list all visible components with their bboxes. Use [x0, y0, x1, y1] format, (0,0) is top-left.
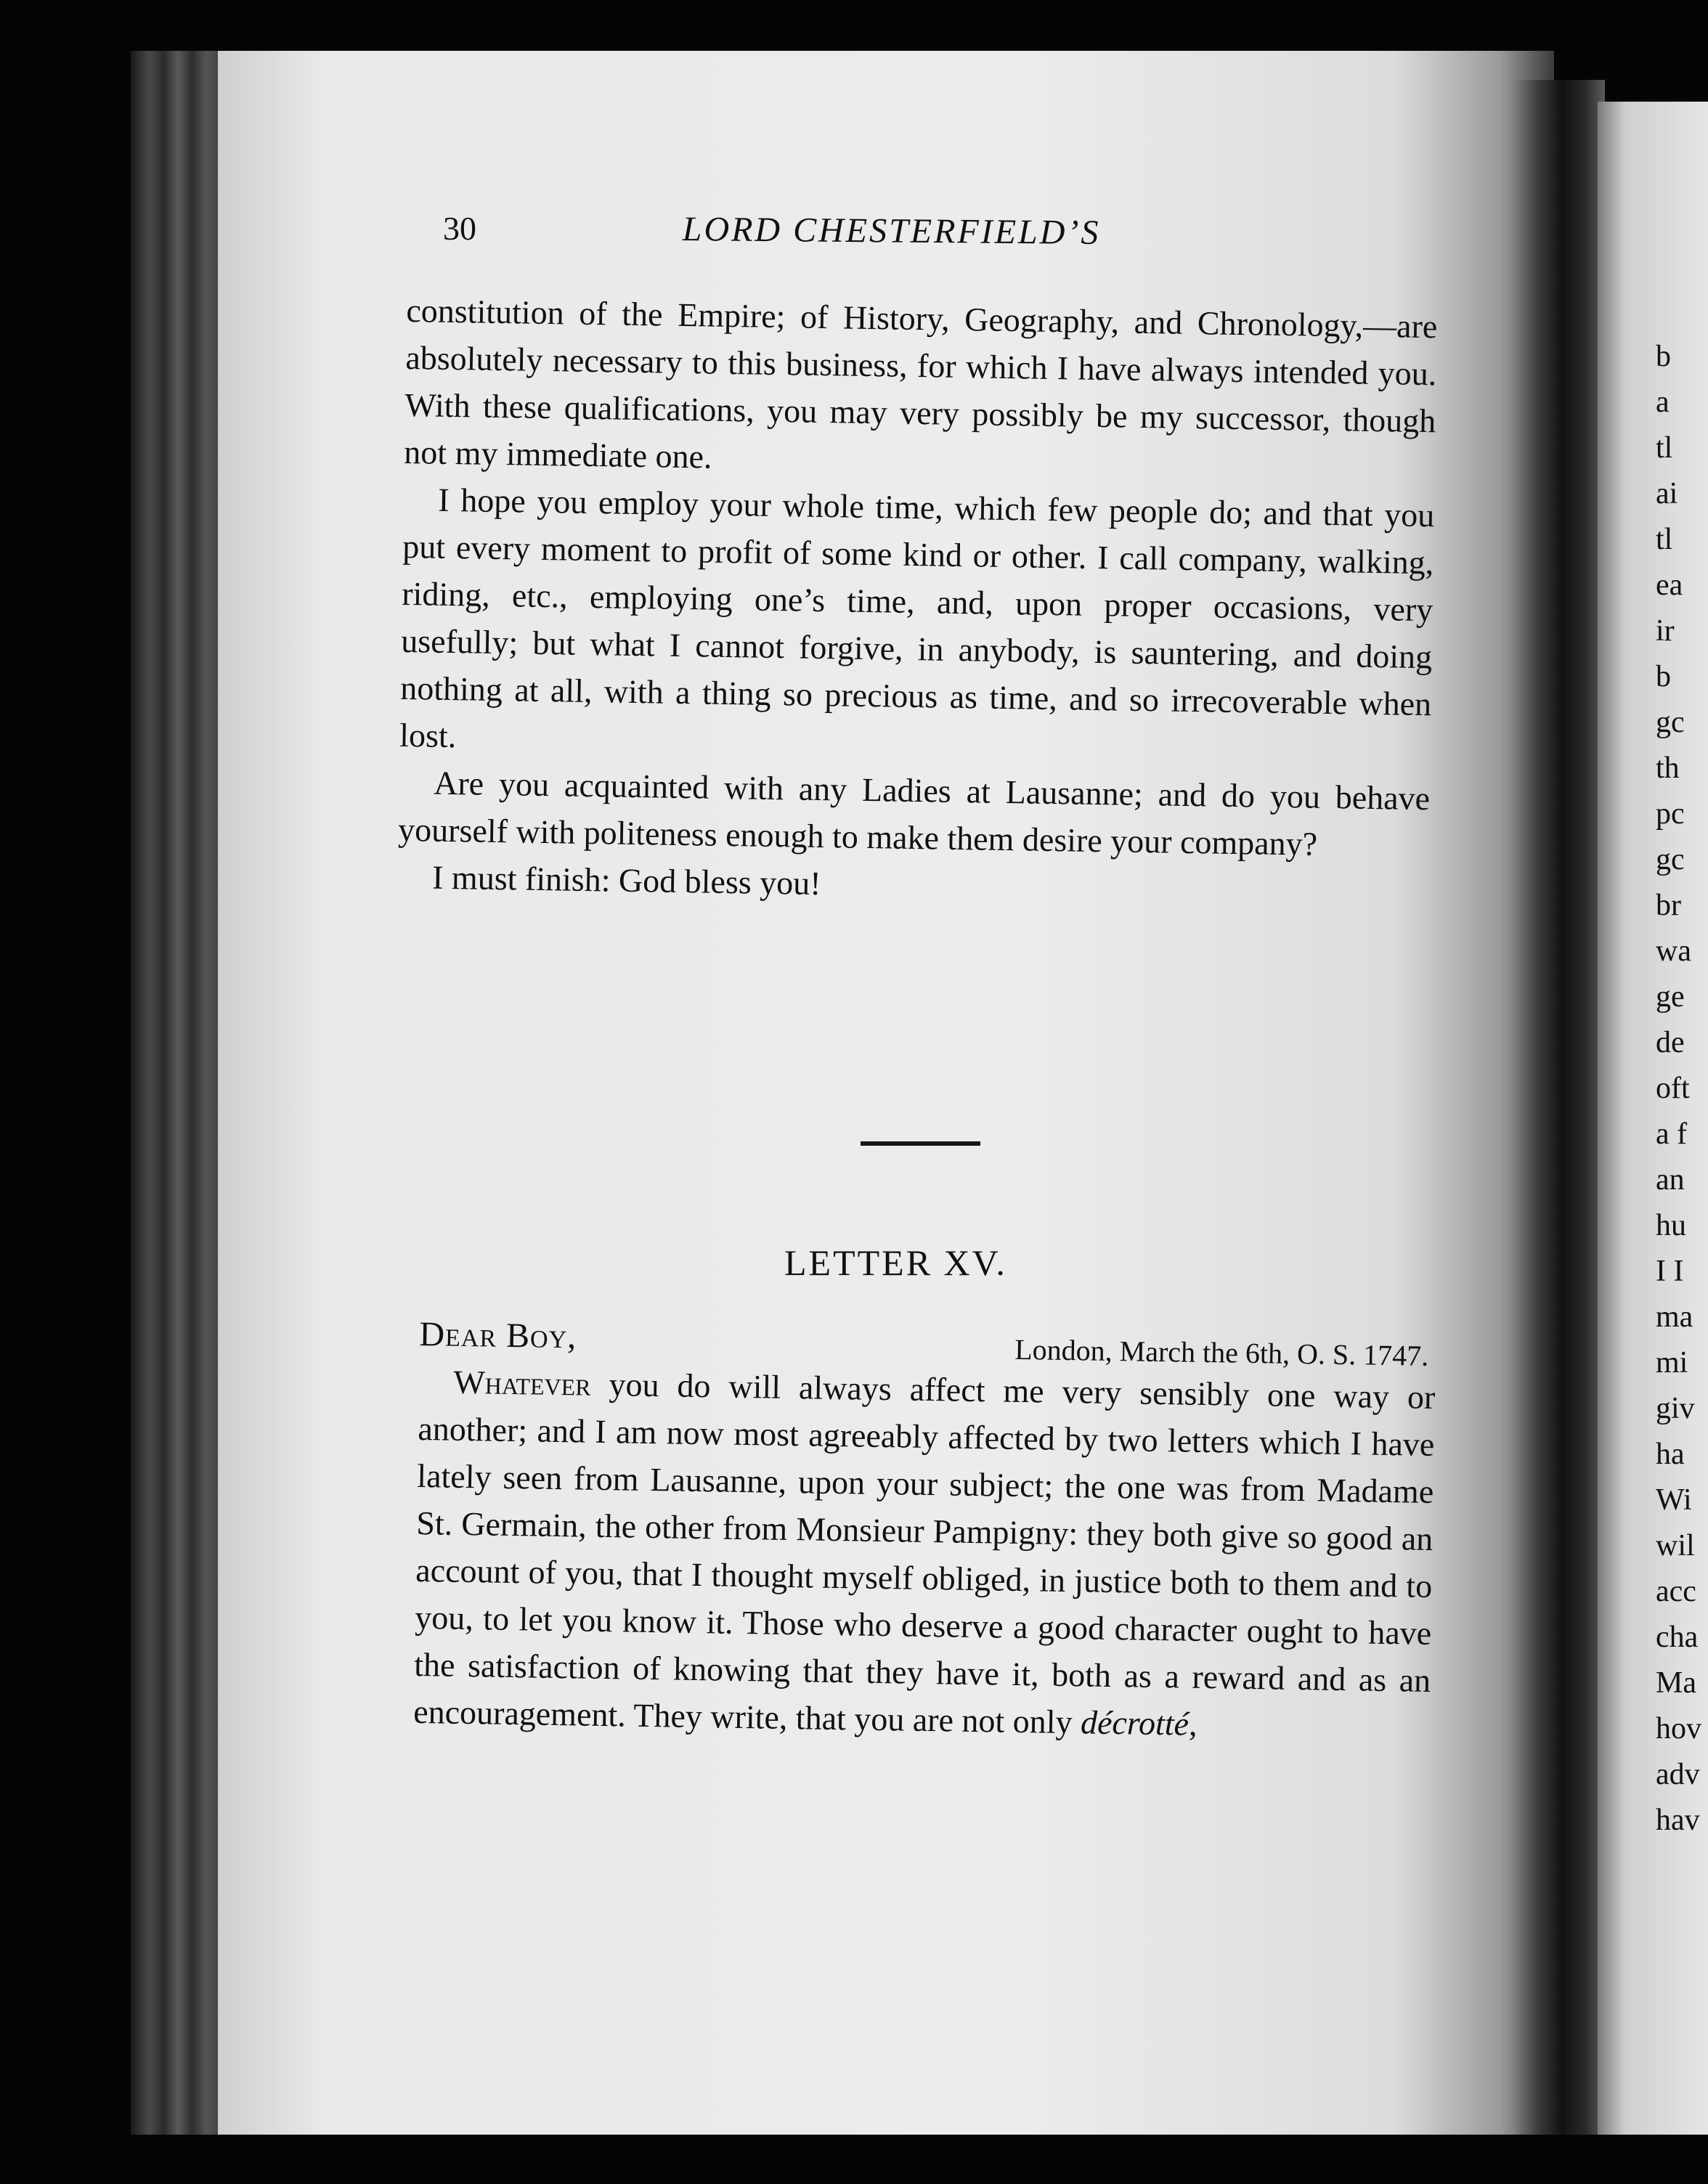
- page-number: 30: [443, 210, 476, 247]
- right-page-fragment: adv: [1656, 1758, 1700, 1791]
- right-page-fragment: ma: [1656, 1300, 1693, 1334]
- right-page-fragment: ai: [1656, 477, 1678, 510]
- dateline: London, March the 6th, O. S. 1747.: [1014, 1332, 1429, 1372]
- paragraph: I hope you employ your whole time, which few people do; and that you put every moment to profit of some kind or other. I call company, walking, riding, etc., employing one’s time, and, upon proper occasions, very usefully; but what I cannot forgive, in anybody, is sauntering, and doing nothing at all, with a thing so precious as time, and so irrecoverable when lost.: [399, 481, 1435, 755]
- right-page-fragment: an: [1656, 1163, 1685, 1197]
- paragraph: I must finish: God bless you!: [431, 858, 821, 902]
- right-page-fragment: wil: [1656, 1529, 1695, 1562]
- right-page-fragment: wa: [1656, 934, 1691, 968]
- paragraph: Are you acquainted with any Ladies at Lausanne; and do you behave yourself with politeness enough to make them desire your company?: [397, 764, 1431, 863]
- right-page-fragment: b: [1656, 340, 1671, 373]
- right-page-fragment: ge: [1656, 980, 1685, 1014]
- right-page-fragment: hav: [1656, 1804, 1700, 1837]
- letter-text: [413, 1311, 1436, 1751]
- right-page-fragment: hu: [1656, 1209, 1686, 1242]
- body-text-end: ,: [1188, 1705, 1197, 1743]
- right-page-fragment: ir: [1656, 614, 1675, 648]
- letter-body: [413, 1358, 1436, 1751]
- right-page-fragment: giv: [1656, 1392, 1695, 1425]
- letter-heading: LETTER XV.: [784, 1242, 1007, 1283]
- right-page-fragment: br: [1656, 889, 1681, 922]
- right-page-fragment: pc: [1656, 797, 1685, 831]
- section-divider: [861, 1141, 980, 1146]
- right-page-fragment: gc: [1656, 706, 1685, 739]
- body-text: you do will always affect me very sensibly one way or another; and I am now most agreeably affected by two letters which I have lately seen from Lausanne, upon your subject; the one was from Madame St. Germain, the other from Monsieur Pampigny: they both give so good an account of you, that I thought myself obliged, in justice both to them and to you, to let you know it. Those who deserve a good character ought to have the satisfaction of knowing that they have it, both as a reward and as an encouragement. They write, that you are not only: [412, 1365, 1436, 1741]
- right-page-fragment: Ma: [1656, 1666, 1696, 1700]
- previous-letter-text: [397, 287, 1438, 916]
- right-page-fragment: gc: [1656, 843, 1685, 876]
- right-page-fragment: b: [1656, 660, 1671, 693]
- right-page-fragment: mi: [1656, 1346, 1688, 1380]
- right-page-fragment: ha: [1656, 1438, 1685, 1471]
- right-page-fragment: tl: [1656, 523, 1673, 556]
- right-page-fragment: oft: [1656, 1072, 1690, 1105]
- paragraph: constitution of the Empire; of History, Geography, and Chronology,—are absolutely necessary to this business, for which I have always intended you. With these qualifications, you may very possibly be my successor, though not my immediate one.: [404, 291, 1438, 476]
- right-page-fragment: a f: [1656, 1117, 1688, 1151]
- right-page-fragment: ea: [1656, 569, 1683, 602]
- right-page-fragment: hov: [1656, 1712, 1701, 1745]
- right-page-fragment: th: [1656, 751, 1680, 785]
- right-page-text-fragments: [1656, 334, 1708, 1843]
- right-page-fragment: cha: [1656, 1621, 1699, 1654]
- book-gutter: [1510, 80, 1605, 2135]
- right-page-fragment: de: [1656, 1026, 1685, 1059]
- italic-word: décrotté: [1080, 1703, 1190, 1743]
- right-page-fragment: acc: [1656, 1575, 1696, 1608]
- right-page-fragment: a: [1656, 386, 1670, 419]
- running-title: LORD CHESTERFIELD’S: [682, 209, 1101, 253]
- right-page-fragment: Wi: [1656, 1483, 1692, 1517]
- right-page-fragment: I I: [1656, 1255, 1684, 1288]
- salutation: Dear Boy,: [419, 1314, 577, 1356]
- page-edges: [131, 51, 225, 2135]
- opening-word: Whatever: [453, 1363, 592, 1403]
- right-page-fragment: tl: [1656, 431, 1673, 465]
- running-head: [443, 209, 1445, 260]
